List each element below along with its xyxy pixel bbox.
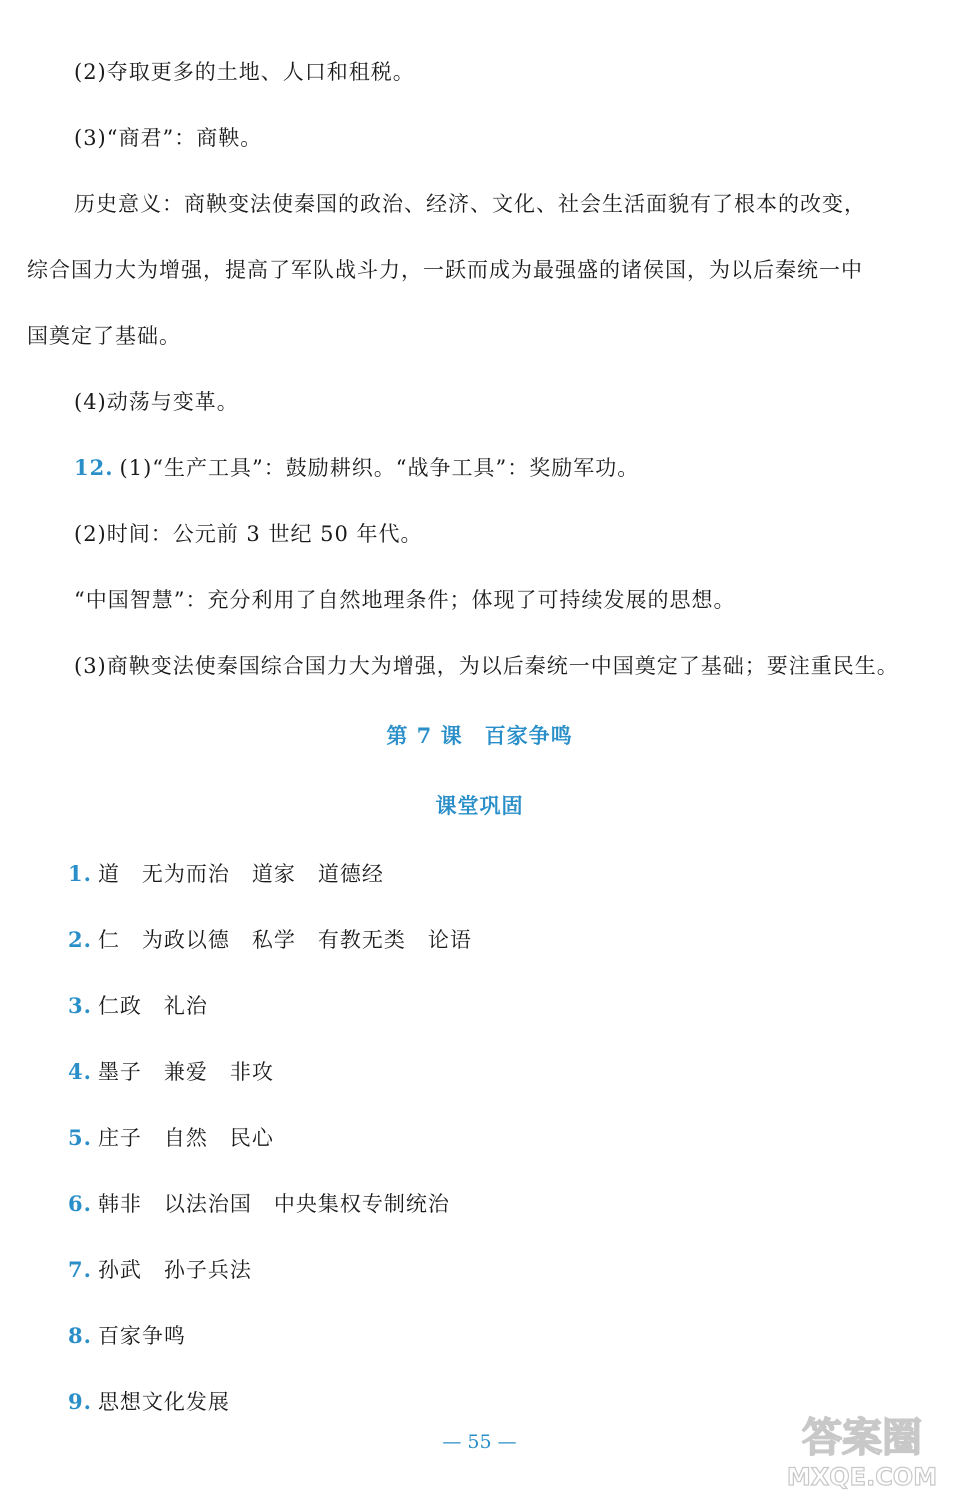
answer-number: 7.	[68, 1257, 92, 1282]
answer-text: 道 无为而治 道家 道德经	[97, 862, 384, 886]
question-number: 12.	[74, 455, 114, 480]
paragraph: “中国智慧”：充分利用了自然地理条件；体现了可持续发展的思想。	[74, 588, 736, 612]
lesson-title: 第 7 课 百家争鸣	[386, 723, 573, 748]
question-12	[74, 454, 639, 482]
paragraph: (3)“商君”：商鞅。	[74, 126, 263, 150]
paragraph: (4)动荡与变革。	[74, 390, 239, 414]
answer-text: 韩非 以法治国 中央集权专制统治	[97, 1192, 450, 1216]
list-item	[68, 1388, 230, 1416]
answer-number: 3.	[68, 993, 92, 1018]
list-item	[68, 1256, 252, 1284]
answer-text: 仁政 礼治	[97, 994, 208, 1018]
answer-text: 仁 为政以德 私学 有教无类 论语	[97, 928, 472, 952]
section-title: 课堂巩固	[435, 793, 524, 818]
list-item	[68, 992, 208, 1020]
answer-text: 孙武 孙子兵法	[97, 1258, 252, 1282]
answer-number: 4.	[68, 1059, 92, 1084]
list-item	[68, 926, 472, 954]
answer-text: 庄子 自然 民心	[97, 1126, 274, 1150]
question-text: (1)“生产工具”：鼓励耕织。“战争工具”：奖励军功。	[119, 456, 640, 480]
watermark-logo	[777, 1403, 947, 1493]
answer-number: 8.	[68, 1323, 92, 1348]
watermark-url: MXQE.COM	[786, 1463, 938, 1491]
list-item	[68, 860, 384, 888]
answer-text: 思想文化发展	[97, 1390, 230, 1414]
list-item	[68, 1322, 186, 1350]
list-item	[68, 1058, 274, 1086]
answer-text: 墨子 兼爱 非攻	[97, 1060, 274, 1084]
answer-number: 5.	[68, 1125, 92, 1150]
paragraph: (2)时间：公元前 3 世纪 50 年代。	[74, 522, 423, 546]
answer-text: 百家争鸣	[97, 1324, 186, 1348]
list-item	[68, 1124, 274, 1152]
paragraph: 历史意义：商鞅变法使秦国的政治、经济、文化、社会生活面貌有了根本的改变，	[74, 192, 866, 216]
answer-number: 6.	[68, 1191, 92, 1216]
answer-number: 1.	[68, 861, 92, 886]
paragraph: (2)夺取更多的土地、人口和租税。	[74, 60, 415, 84]
page-number: — 55 —	[442, 1431, 517, 1453]
paragraph: 综合国力大为增强，提高了军队战斗力，一跃而成为最强盛的诸侯国，为以后秦统一中	[27, 258, 863, 282]
paragraph: 国奠定了基础。	[27, 324, 181, 348]
watermark-text: 答案圈	[802, 1415, 922, 1461]
answer-number: 9.	[68, 1389, 92, 1414]
paragraph: (3)商鞅变法使秦国综合国力大为增强，为以后秦统一中国奠定了基础；要注重民生。	[74, 654, 899, 678]
answer-number: 2.	[68, 927, 92, 952]
list-item	[68, 1190, 450, 1218]
